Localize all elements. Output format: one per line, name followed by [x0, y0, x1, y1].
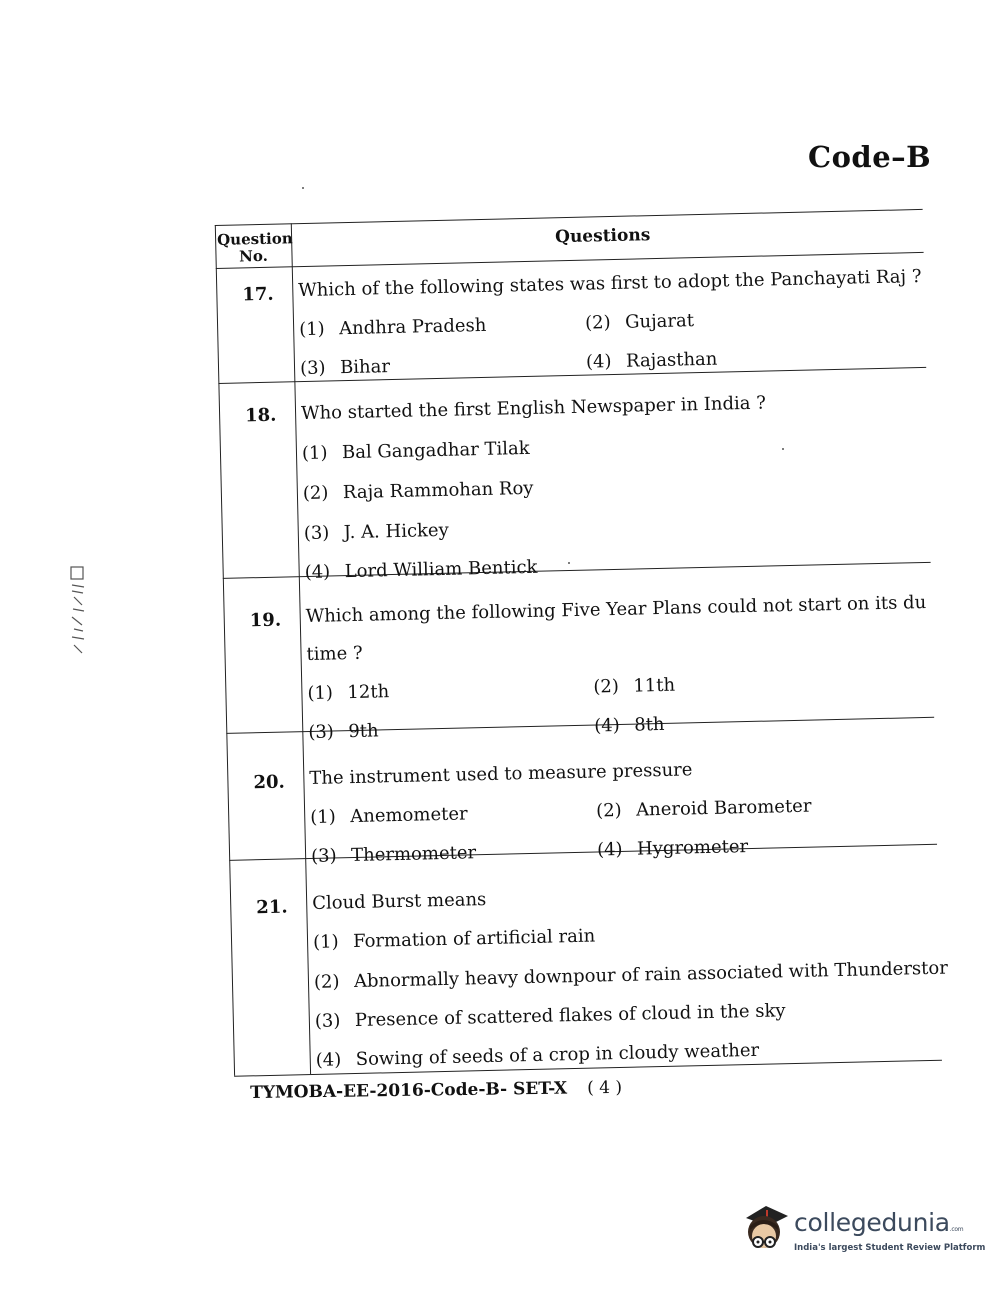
question-no-header: Question No. [216, 229, 293, 266]
page-number: ( 4 ) [587, 1077, 623, 1099]
option-3: (3) Bihar [299, 356, 391, 380]
scan-speck [302, 187, 304, 189]
mascot-icon [736, 1196, 792, 1260]
question-text: Who started the first English Newspaper in India ? [300, 392, 767, 425]
option-4: (4) Lord William Bentick [304, 556, 538, 584]
questions-header: Questions [554, 225, 651, 248]
paper-code: Code–B [808, 140, 932, 174]
scan-speck [568, 562, 570, 564]
question-number: 19. [249, 609, 282, 632]
question-table [214, 174, 949, 1090]
option-3: (3) 9th [308, 720, 379, 743]
option-2: (2) 11th [593, 674, 676, 698]
logo-wordmark: collegedunia.com [794, 1208, 964, 1237]
question-number: 20. [253, 771, 286, 794]
question-number: 21. [256, 896, 288, 919]
question-text: Cloud Burst means [311, 889, 487, 914]
table-top-border [215, 209, 923, 226]
scan-speck [782, 448, 784, 450]
option-1: (1) Andhra Pradesh [298, 314, 487, 341]
option-2: (2) Gujarat [584, 310, 695, 334]
table-left-border [215, 225, 235, 1076]
option-1: (1) Anemometer [310, 803, 468, 828]
question-text: Which among the following Five Year Plans could not start on its du [305, 591, 927, 628]
footer-code: TYMOBA-EE-2016-Code-B- SET-X [250, 1078, 568, 1103]
option-2: (2) Aneroid Barometer [595, 795, 812, 822]
option-4: (4) Sowing of seeds of a crop in cloudy weather [315, 1039, 760, 1071]
footer [250, 1078, 622, 1103]
option-3: (3) Thermometer [310, 842, 477, 867]
option-4: (4) Rajasthan [585, 348, 718, 373]
option-2: (2) Abnormally heavy downpour of rain associated with Thunderstor [313, 957, 949, 993]
question-text-continued: time ? [306, 642, 363, 666]
option-1: (1) Formation of artificial rain [312, 925, 596, 953]
option-4: (4) Hygrometer [596, 836, 749, 861]
option-3: (3) J. A. Hickey [303, 519, 449, 545]
option-1: (1) Bal Gangadhar Tilak [301, 437, 530, 465]
option-4: (4) 8th [594, 713, 665, 737]
collegedunia-logo [736, 1196, 986, 1266]
question-text: Which of the following states was first to adopt the Panchayati Raj ? [298, 265, 922, 302]
logo-tagline: India's largest Student Review Platform [794, 1243, 986, 1253]
question-text: The instrument used to measure pressure [309, 759, 693, 789]
side-stamp-mark [68, 565, 90, 659]
option-2: (2) Raja Rammohan Roy [302, 477, 534, 505]
question-number: 17. [242, 283, 274, 306]
option-1: (1) 12th [307, 681, 390, 705]
question-number: 18. [244, 404, 277, 427]
header-bottom-border [216, 252, 924, 269]
option-3: (3) Presence of scattered flakes of cloud in the sky [314, 1000, 786, 1032]
